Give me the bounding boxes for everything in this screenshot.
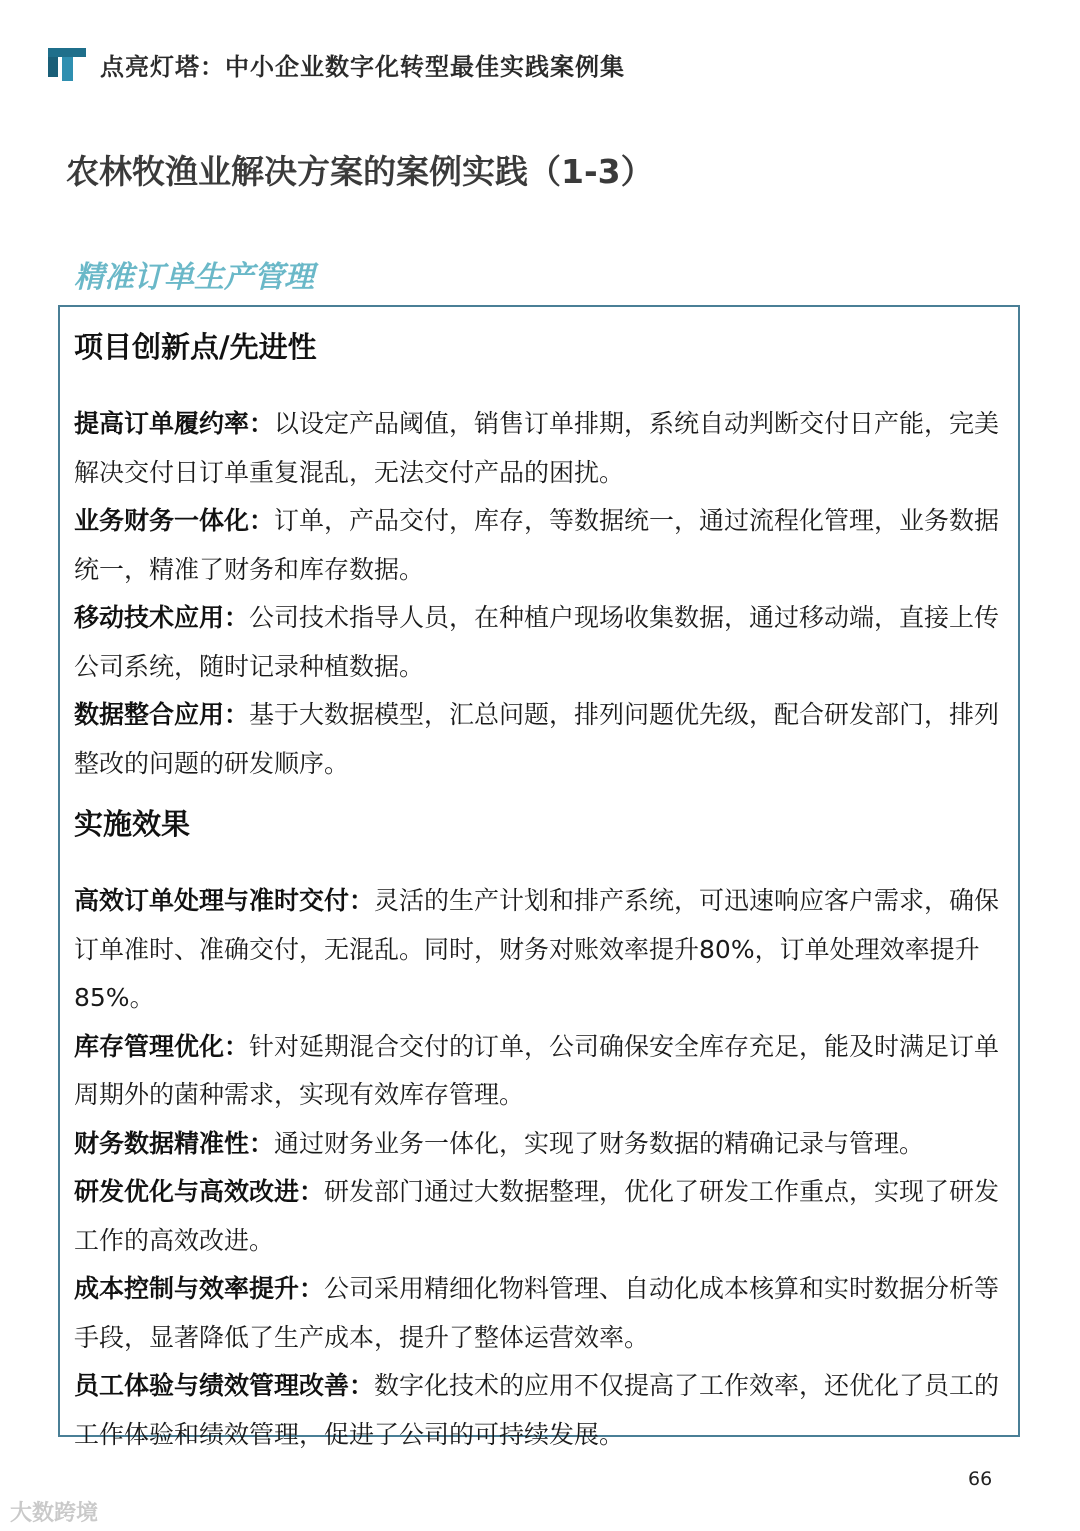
innovation-item-text: 公司技术指导人员，在种植户现场收集数据，通过移动端，直接上传公司系统，随时记录种植数据。 [74, 603, 1000, 681]
result-item [74, 1362, 1014, 1459]
innovation-item-text: 以设定产品阈值，销售订单排期，系统自动判断交付日产能，完美解决交付日订单重复混乱，无法交付产品的困扰。 [74, 409, 1000, 487]
result-item-text: 针对延期混合交付的订单，公司确保安全库存充足，能及时满足订单周期外的菌种需求，实现有效库存管理。 [74, 1031, 1000, 1109]
watermark: 大数跨境 [10, 1501, 99, 1526]
result-item-lead: 财务数据精准性： [74, 1128, 275, 1158]
innovation-item [74, 691, 1014, 788]
result-item-text: 灵活的生产计划和排产系统，可迅速响应客户需求，确保订单准时、准确交付，无混乱。同时，财务对账效率提升80%，订单处理效率提升85%。 [74, 886, 1000, 1012]
result-item-lead: 高效订单处理与准时交付： [74, 886, 375, 915]
innovation-heading: 项目创新点/先进性 [74, 330, 317, 364]
page-number: 66 [968, 1468, 993, 1490]
innovation-item-lead: 数据整合应用： [74, 700, 250, 729]
result-item-text: 通过财务业务一体化，实现了财务数据的精确记录与管理。 [274, 1128, 925, 1158]
result-item [74, 1265, 1014, 1362]
result-item-lead: 成本控制与效率提升： [74, 1274, 325, 1303]
innovation-item-text: 基于大数据模型，汇总问题，排列问题优先级，配合研发部门，排列整改的问题的研发顺序。 [74, 700, 1000, 778]
result-item [74, 877, 1014, 1023]
result-item-text: 公司采用精细化物料管理、自动化成本核算和实时数据分析等手段，显著降低了生产成本，提升了整体运营效率。 [74, 1274, 1000, 1352]
brand-logo-icon [48, 46, 86, 82]
result-item-text: 研发部门通过大数据整理，优化了研发工作重点，实现了研发工作的高效改进。 [74, 1177, 1000, 1255]
results-heading: 实施效果 [74, 807, 191, 841]
innovation-item-lead: 移动技术应用： [74, 603, 250, 632]
innovation-item [74, 594, 1014, 691]
result-item [74, 1120, 1014, 1169]
innovation-item-lead: 提高订单履约率： [74, 409, 275, 438]
result-item [74, 1023, 1014, 1120]
result-item-text: 数字化技术的应用不仅提高了工作效率，还优化了员工的工作体验和绩效管理，促进了公司的可持续发展。 [74, 1371, 1000, 1449]
innovation-item [74, 400, 1014, 497]
page-header [48, 44, 625, 84]
result-item-lead: 研发优化与高效改进： [74, 1177, 325, 1206]
result-item-lead: 库存管理优化： [74, 1031, 250, 1061]
result-item-lead: 员工体验与绩效管理改善： [74, 1371, 375, 1400]
innovation-item-text: 订单，产品交付，库存，等数据统一，通过流程化管理，业务数据统一，精准了财务和库存数据。 [74, 506, 1000, 584]
innovation-item [74, 497, 1014, 594]
innovation-item-lead: 业务财务一体化： [74, 506, 275, 535]
header-title: 点亮灯塔：中小企业数字化转型最佳实践案例集 [100, 52, 625, 81]
section-title: 精准订单生产管理 [74, 260, 314, 295]
page-title: 农林牧渔业解决方案的案例实践（1-3） [66, 152, 654, 191]
result-item [74, 1168, 1014, 1265]
case-content-box [58, 305, 1020, 1449]
